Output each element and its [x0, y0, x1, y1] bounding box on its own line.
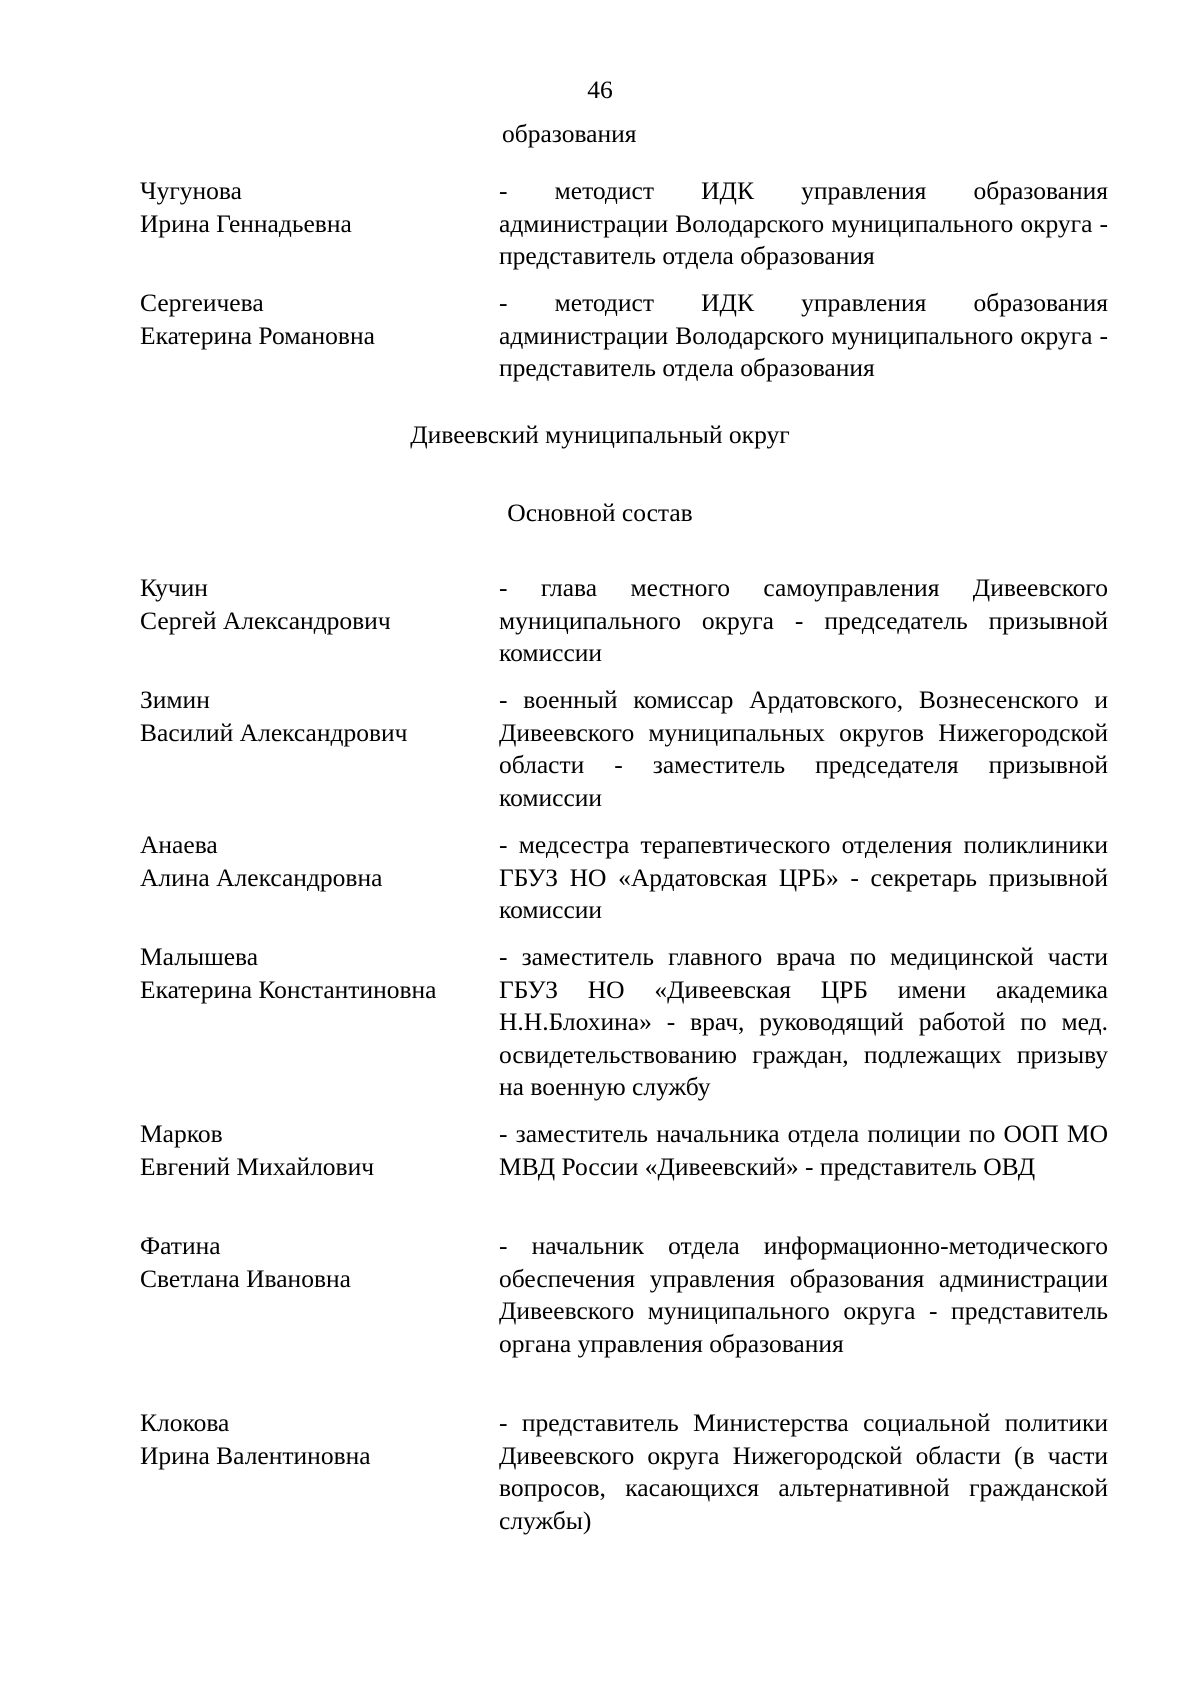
member-surname: Малышева [140, 942, 259, 971]
member-surname: Чугунова [140, 176, 242, 205]
member-role: - заместитель начальника отдела полиции по ООП МО МВД России «Дивеевский» - представитель ОВД [499, 1119, 1108, 1181]
member-given-names: Василий Александрович [140, 717, 408, 747]
member-name [140, 1118, 480, 1183]
member-surname: Кучин [140, 573, 208, 602]
district-heading: Дивеевский муниципальный округ [410, 420, 790, 449]
member-role: - военный комиссар Ардатовского, Вознесенского и Дивеевского муниципальных округов Нижегородской области - заместитель председателя призывной комиссии [499, 685, 1108, 812]
member-name [140, 684, 480, 749]
page-number: 46 [587, 75, 613, 104]
member-surname: Зимин [140, 685, 210, 714]
member-role: - глава местного самоуправления Дивеевского муниципального округа - председатель призывной комиссии [499, 573, 1108, 667]
member-role: - медсестра терапевтического отделения поликлиники ГБУЗ НО «Ардатовская ЦРБ» - секретарь призывной комиссии [499, 830, 1108, 924]
member-given-names: Евгений Михайлович [140, 1151, 375, 1181]
member-name [140, 941, 480, 1006]
member-given-names: Екатерина Романовна [140, 320, 375, 350]
member-name [140, 572, 480, 637]
member-given-names: Светлана Ивановна [140, 1263, 351, 1293]
member-name [140, 287, 480, 352]
member-surname: Сергеичева [140, 288, 264, 317]
member-surname: Анаева [140, 830, 218, 859]
member-role: - методист ИДК управления образования администрации Володарского муниципального округа - представитель отдела образования [499, 288, 1108, 382]
member-name [140, 829, 480, 894]
member-given-names: Алина Александровна [140, 862, 383, 892]
member-given-names: Сергей Александрович [140, 605, 391, 635]
member-role: - начальник отдела информационно-методического обеспечения управления образования администрации Дивеевского муниципального округа - представитель органа управления образования [499, 1231, 1108, 1358]
member-given-names: Ирина Валентиновна [140, 1440, 371, 1470]
member-surname: Клокова [140, 1408, 230, 1437]
member-surname: Фатина [140, 1231, 221, 1260]
continuation-text: образования [502, 119, 637, 148]
member-name [140, 1407, 480, 1472]
member-given-names: Ирина Геннадьевна [140, 208, 352, 238]
member-role: - методист ИДК управления образования администрации Володарского муниципального округа - представитель отдела образования [499, 176, 1108, 270]
member-surname: Марков [140, 1119, 223, 1148]
member-given-names: Екатерина Константиновна [140, 974, 437, 1004]
member-name [140, 1230, 480, 1295]
composition-heading: Основной состав [507, 498, 693, 527]
member-role: - представитель Министерства социальной политики Дивеевского округа Нижегородской области (в части вопросов, касающихся альтернативной гражданской службы) [499, 1408, 1108, 1535]
member-name [140, 175, 480, 240]
member-role: - заместитель главного врача по медицинской части ГБУЗ НО «Дивеевская ЦРБ имени академика Н.Н.Блохина» - врач, руководящий работой по мед. освидетельствованию граждан, подлежащих призыву на военную службу [499, 942, 1108, 1101]
